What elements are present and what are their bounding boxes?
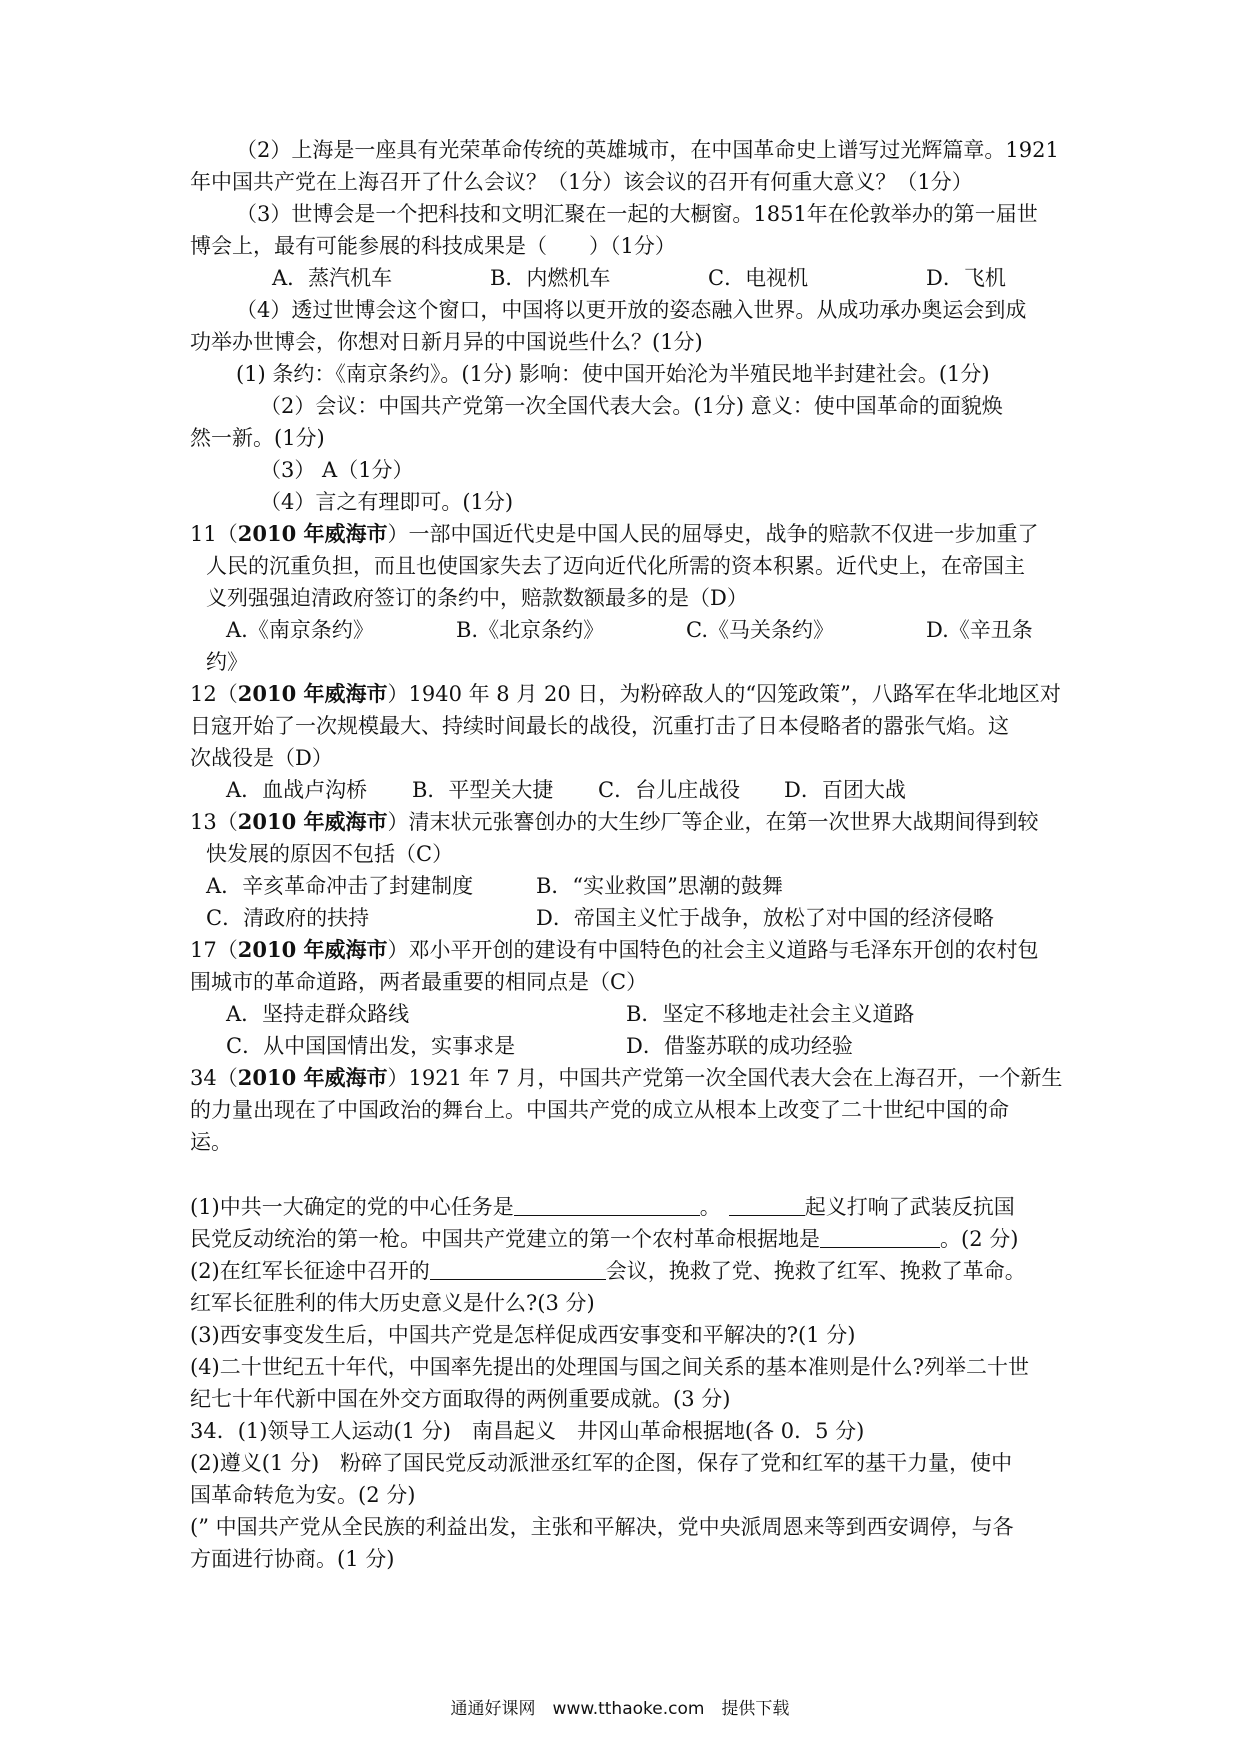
question-11-options [226,614,1033,646]
q4-text-line-2: 功举办世博会，你想对日新月异的中国说些什么？(1分) [190,330,703,354]
answer-34-3-line-1: (” 中国共产党从全民族的利益出发，主张和平解决，党中央派周恩来等到西安调停，与各 [190,1515,1014,1539]
q11-option-d: D.《辛丑条 [926,618,1033,642]
sub-question-1-line-2 [190,1223,1018,1255]
answer-3: （3） A（1分） [260,458,414,482]
sub-question-2-line-2: 红军长征胜利的伟大历史意义是什么?(3 分) [190,1291,595,1315]
question-number: 13（ [190,810,238,834]
answer-4: （4）言之有理即可。(1分) [260,490,514,514]
q4-text-line-1: （4）透过世博会这个窗口，中国将以更开放的姿态融入世界。从成功承办奥运会到成 [236,298,1027,322]
answer-blank[interactable] [430,1257,606,1280]
question-number: 11（ [190,522,238,546]
q11-option-c: C.《马关条约》 [686,618,834,642]
question-34-line-2: 的力量出现在了中国政治的舞台上。中国共产党的成立从根本上改变了二十世纪中国的命 [190,1098,1009,1122]
q3-options [272,262,1006,294]
question-text: ）1921 年 7 月，中国共产党第一次全国代表大会在上海召开，一个新生 [387,1066,1063,1090]
question-13-line-1 [190,806,1039,838]
question-12-line-3: 次战役是（D） [190,746,333,770]
sub-question-text: (2)在红军长征途中召开的 [190,1259,430,1283]
q13-option-d: D．帝国主义忙于战争，放松了对中国的经济侵略 [536,906,994,930]
q3-text-line-2: 博会上，最有可能参展的科技成果是（ ）（1分） [190,234,676,258]
question-17-line-1 [190,934,1039,966]
question-text: ）清末状元张謇创办的大生纱厂等企业，在第一次世界大战期间得到较 [387,810,1039,834]
answer-34-1: 34．(1)领导工人运动(1 分) 南昌起义 井冈山革命根据地(各 0．5 分) [190,1419,865,1443]
answer-1: (1) 条约：《南京条约》。(1分) 影响：使中国开始沦为半殖民地半封建社会。(1分) [236,362,990,386]
question-12-line-2: 日寇开始了一次规模最大、持续时间最长的战役，沉重打击了日本侵略者的嚣张气焰。这 [190,714,1009,738]
q12-option-a: A．血战卢沟桥 [226,778,368,802]
question-source: 2010 年威海市 [237,1065,388,1090]
question-source: 2010 年威海市 [237,937,388,962]
question-13-options-row-2 [206,902,994,934]
question-34-line-1 [190,1062,1062,1094]
answer-2-line-1: （2）会议：中国共产党第一次全国代表大会。(1分) 意义：使中国革命的面貌焕 [260,394,1003,418]
sub-question-text: 起义打响了武装反抗国 [804,1195,1015,1219]
question-text: ）一部中国近代史是中国人民的屈辱史，战争的赔款不仅进一步加重了 [387,522,1039,546]
sub-question-text: 会议，挽救了党、挽救了红军、挽救了革命。 [605,1259,1026,1283]
question-17-options-row-2 [226,1030,853,1062]
question-11-options-tail: 约》 [206,650,248,674]
answer-34-2-line-2: 国革命转危为安。(2 分) [190,1483,416,1507]
question-17-line-2: 围城市的革命道路，两者最重要的相同点是（C） [190,970,648,994]
answer-34-3-line-2: 方面进行协商。(1 分) [190,1547,395,1571]
question-17-options-row-1 [226,998,914,1030]
sub-question-text: 。(2 分) [940,1227,1019,1251]
q2-text-line-1: （2）上海是一座具有光荣革命传统的英雄城市，在中国革命史上谱写过光辉篇章。1921 [236,138,1059,162]
question-11-line-1 [190,518,1039,550]
question-number: 34（ [190,1066,238,1090]
sub-question-4-line-1: (4)二十世纪五十年代，中国率先提出的处理国与国之间关系的基本准则是什么?列举二十世 [190,1355,1030,1379]
q17-option-a: A．坚持走群众路线 [226,1002,410,1026]
q3-text-line-1: （3）世博会是一个把科技和文明汇聚在一起的大橱窗。1851年在伦敦举办的第一届世 [236,202,1038,226]
sub-question-4-line-2: 纪七十年代新中国在外交方面取得的两例重要成就。(3 分) [190,1387,731,1411]
question-text: ）邓小平开创的建设有中国特色的社会主义道路与毛泽东开创的农村包 [387,938,1039,962]
sub-question-1-line-1 [190,1191,1015,1223]
question-source: 2010 年威海市 [237,681,388,706]
q12-option-c: C．台儿庄战役 [598,778,741,802]
answer-2-line-2: 然一新。(1分) [190,426,325,450]
q3-option-d: D．飞机 [926,266,1006,290]
q17-option-b: B．坚定不移地走社会主义道路 [626,1002,915,1026]
q12-option-b: B．平型关大捷 [412,778,554,802]
sub-question-3: (3)西安事变发生后，中国共产党是怎样促成西安事变和平解决的?(1 分) [190,1323,856,1347]
question-11-line-2: 人民的沉重负担，而且也使国家失去了迈向近代化所需的资本积累。近代史上，在帝国主 [206,554,1025,578]
question-13-options-row-1 [206,870,783,902]
question-34-line-3: 运。 [190,1130,232,1154]
question-12-line-1 [190,678,1061,710]
q17-option-c: C．从中国国情出发，实事求是 [226,1034,516,1058]
question-12-options [226,774,906,806]
page-footer: 通通好课网 www.tthaoke.com 提供下载 [450,1699,790,1719]
answer-blank[interactable] [820,1225,940,1248]
sub-question-text: 民党反动统治的第一枪。中国共产党建立的第一个农村革命根据地是 [190,1227,820,1251]
question-source: 2010 年威海市 [237,809,388,834]
q13-option-a: A．辛亥革命冲击了封建制度 [206,874,474,898]
question-11-line-3: 义列强强迫清政府签订的条约中，赔款数额最多的是（D） [206,586,748,610]
q3-option-b: B．内燃机车 [490,266,611,290]
sub-question-2-line-1 [190,1255,1026,1287]
question-source: 2010 年威海市 [237,521,388,546]
answer-34-2-line-1: (2)遵义(1 分) 粉碎了国民党反动派泄丞红军的企图，保存了党和红军的基干力量，使中 [190,1451,1013,1475]
q12-option-d: D．百团大战 [784,778,906,802]
q2-text-line-2: 年中国共产党在上海召开了什么会议？（1分）该会议的召开有何重大意义？（1分） [190,170,973,194]
sub-question-text: (1)中共一大确定的党的中心任务是 [190,1195,514,1219]
sub-question-text: 。 [699,1195,721,1219]
question-text: ）1940 年 8 月 20 日，为粉碎敌人的“囚笼政策”，八路军在华北地区对 [387,682,1061,706]
q13-option-b: B．“实业救国”思潮的鼓舞 [536,874,783,898]
question-13-line-2: 快发展的原因不包括（C） [206,842,454,866]
question-number: 17（ [190,938,238,962]
answer-blank[interactable] [729,1193,805,1216]
answer-blank[interactable] [514,1193,700,1216]
question-number: 12（ [190,682,238,706]
q11-option-b: B.《北京条约》 [456,618,605,642]
q17-option-d: D．借鉴苏联的成功经验 [626,1034,853,1058]
q3-option-a: A．蒸汽机车 [272,266,393,290]
q13-option-c: C．清政府的扶持 [206,906,370,930]
q11-option-a: A.《南京条约》 [226,618,374,642]
q3-option-c: C．电视机 [708,266,809,290]
